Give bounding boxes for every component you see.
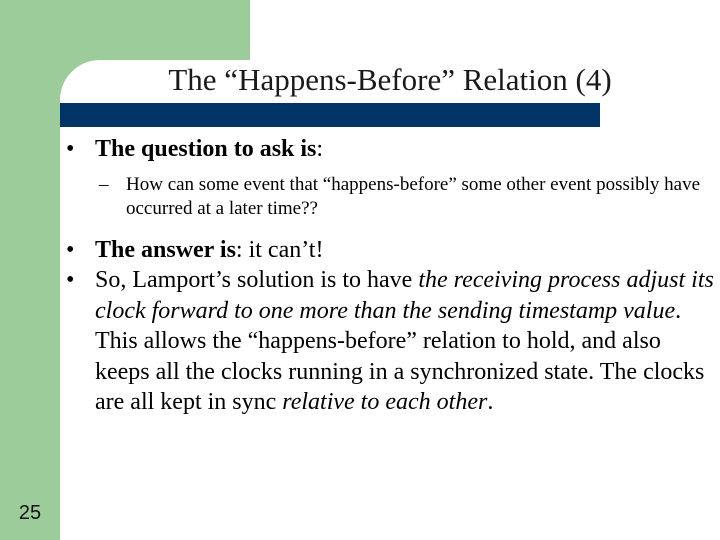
slide-body	[66, 134, 716, 418]
sub-bullet	[66, 173, 716, 221]
bullet-marker: •	[66, 136, 75, 162]
bullet-answer-text: : it can’t!	[235, 236, 324, 263]
bullet-question	[66, 134, 716, 165]
bullet-lamport	[66, 265, 716, 418]
sub-bullet-marker: –	[99, 173, 109, 195]
sub-bullet-text: How can some event that “happens-before” some other event possibly have occurred at a later time??	[126, 173, 701, 219]
bullet-lamport-text-1: So, Lamport’s solution is to have	[95, 267, 419, 293]
bullet-lamport-text-2: . This allows the “happens-before” relation to hold, and also keeps all the clocks running in a synchronized state. The clocks are all kept in sync	[95, 297, 705, 415]
bullet-marker: •	[66, 236, 75, 263]
bullet-lamport-text-3: .	[487, 389, 494, 415]
bullet-answer-bold: The answer is	[95, 236, 236, 263]
bullet-question-bold: The question to ask is	[95, 136, 317, 162]
bullet-question-colon: :	[316, 136, 324, 162]
title-underline-bar	[60, 103, 600, 127]
bullet-answer	[66, 235, 716, 266]
slide-number: 25	[18, 502, 42, 524]
bullet-lamport-italic-1: the receiving process adjust its clock forward to one more than the sending timestamp value	[95, 267, 714, 324]
bullet-marker: •	[66, 267, 75, 293]
slide-title: The “Happens-Before” Relation (4)	[168, 62, 612, 97]
bullet-lamport-italic-2: relative to each other	[282, 389, 488, 415]
